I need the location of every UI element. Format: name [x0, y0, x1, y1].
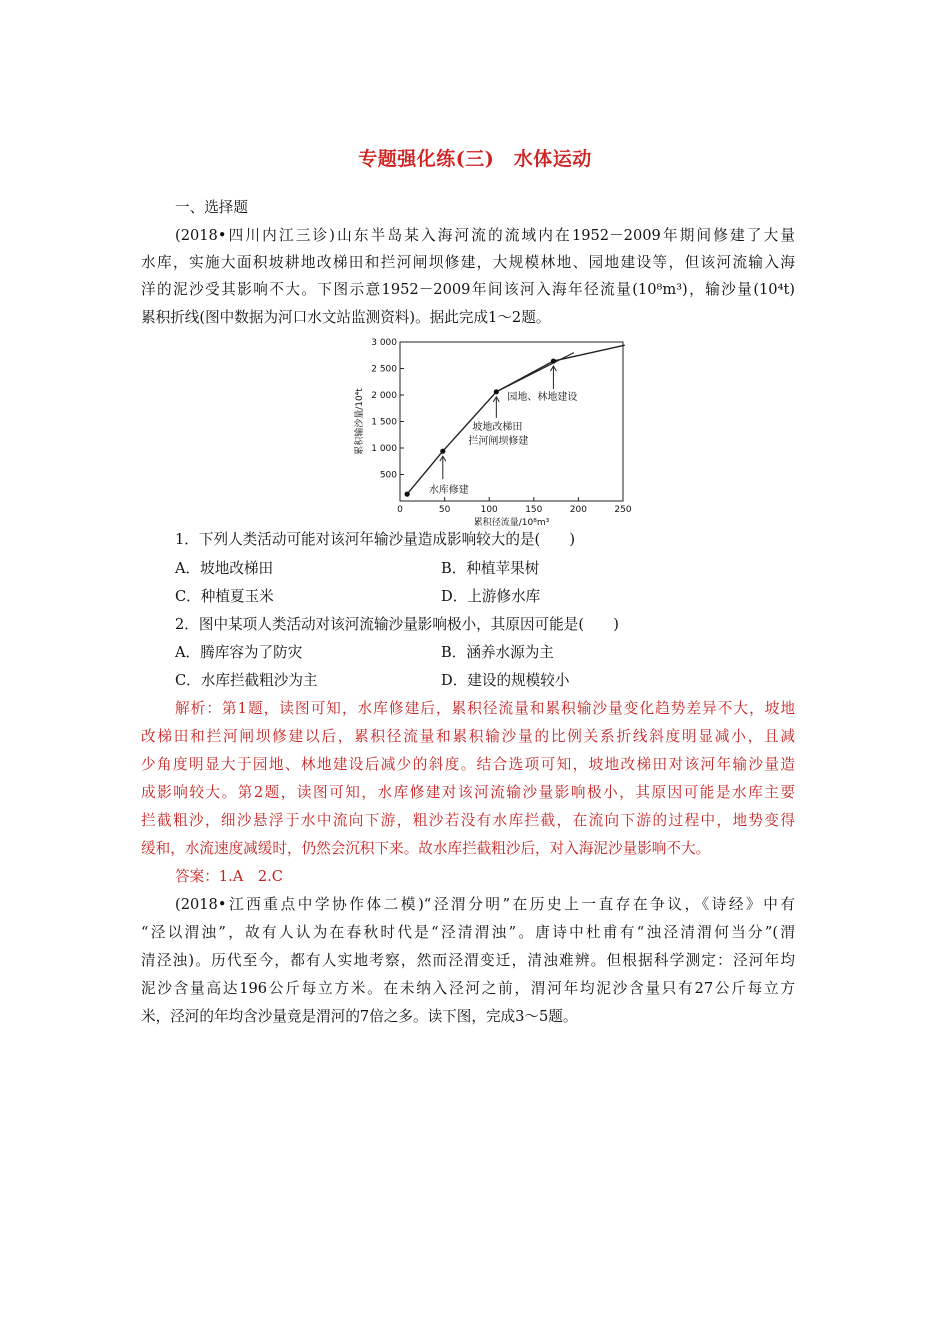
data-point [405, 492, 410, 497]
q1-option-c: C．种植夏玉米 [175, 588, 274, 605]
q2-stem: 2．图中某项人类活动对该河流输沙量影响极小，其原因可能是( ) [175, 616, 619, 633]
y-axis-label: 累积输沙量/10⁴t [355, 388, 365, 455]
q2-option-b: B．涵养水源为主 [441, 644, 554, 661]
x-axis-label: 累积径流量/10⁸m³ [473, 518, 550, 528]
intro1-line-3: 洋的泥沙受其影响不大。下图示意1952－2009年间该河入海年径流量(10⁸m³)，输沙量(10⁴t) [141, 281, 795, 298]
annotation-terrace: 坡地改梯田 [472, 421, 523, 433]
x-tick-label: 100 [480, 505, 498, 515]
q2-option-c: C．水库拦截粗沙为主 [175, 672, 318, 689]
analysis-line-2: 改梯田和拦河闸坝修建以后，累积径流量和累积输沙量的比例关系折线斜度明显减小，且减 [141, 728, 795, 745]
analysis-line-5: 拦截粗沙，细沙悬浮于水中流向下游，粗沙若没有水库拦截，在流向下游的过程中，地势变得 [141, 812, 795, 829]
q1-option-d: D．上游修水库 [441, 588, 541, 605]
y-tick-label: 1 000 [371, 444, 397, 454]
analysis-line-6: 缓和，水流速度减缓时，仍然会沉积下来。故水库拦截粗沙后，对入海泥沙量影响不大。 [141, 840, 711, 857]
intro2-line-5: 米，泾河的年均含沙量竟是渭河的7倍之多。读下图，完成3～5题。 [141, 1008, 578, 1025]
q1-stem: 1．下列人类活动可能对该河年输沙量造成影响较大的是( ) [175, 531, 576, 548]
x-tick-label: 0 [397, 505, 403, 515]
data-point [494, 389, 499, 394]
q2-option-d: D．建设的规模较小 [441, 672, 570, 689]
answer-line: 答案：1.A 2.C [175, 868, 283, 885]
cumulative-line-chart [350, 334, 650, 530]
x-tick-label: 150 [525, 505, 543, 515]
analysis-line-4: 成影响较大。第2题，读图可知，水库修建对该河流输沙量影响极小，其原因可能是水库主要 [141, 784, 795, 801]
intro2-line-3: 清泾浊)。历代至今，都有人实地考察，然而泾渭变迁，清浊难辨。但根据科学测定：泾河年均 [141, 952, 795, 969]
x-tick-label: 200 [569, 505, 587, 515]
data-point [551, 358, 556, 363]
y-tick-label: 2 000 [371, 391, 397, 401]
x-tick-label: 50 [438, 505, 451, 515]
q1-option-a: A．坡地改梯田 [175, 560, 274, 577]
annotation-reservoir: 水库修建 [428, 485, 469, 497]
analysis-line-1: 解析：第1题，读图可知，水库修建后，累积径流量和累积输沙量变化趋势差异不大，坡地 [175, 700, 795, 717]
annotation-orchard: 园地、林地建设 [507, 392, 578, 404]
x-tick-label: 250 [614, 505, 632, 515]
analysis-line-3: 少角度明显大于园地、林地建设后减少的斜度。结合选项可知，坡地改梯田对该河年输沙量造 [141, 756, 795, 773]
q2-option-a: A．腾库容为了防灾 [175, 644, 303, 661]
series-line [407, 345, 625, 497]
y-tick-label: 1 500 [371, 417, 397, 428]
y-tick-label: 500 [379, 470, 397, 481]
intro2-line-4: 泥沙含量高达196公斤每立方米。在未纳入泾河之前，渭河年均泥沙含量只有27公斤每立方 [141, 980, 795, 997]
trend-extension-line [496, 353, 574, 392]
data-point [440, 449, 445, 454]
intro1-line-1: (2018•四川内江三诊)山东半岛某入海河流的流域内在1952－2009年期间修建了大量 [175, 227, 795, 244]
page-title: 专题强化练(三) 水体运动 [358, 148, 592, 170]
intro2-line-2: “泾以渭浊”，故有人认为在春秋时代是“泾清渭浊”。唐诗中杜甫有“浊泾清渭何当分”(渭 [141, 924, 795, 941]
section-heading: 一、选择题 [175, 199, 248, 216]
intro1-line-4: 累积折线(图中数据为河口水文站监测资料)。据此完成1～2题。 [141, 309, 551, 326]
intro2-line-1: (2018•江西重点中学协作体二模)“泾渭分明”在历史上一直存在争议，《诗经》中有 [175, 896, 795, 913]
intro1-line-2: 水库，实施大面积坡耕地改梯田和拦河闸坝修建，大规模林地、园地建设等，但该河流输入海 [141, 254, 795, 271]
annotation-dam: 拦河闸坝修建 [468, 435, 529, 447]
y-tick-label: 2 500 [371, 364, 397, 375]
y-tick-label: 3 000 [371, 338, 397, 348]
q1-option-b: B．种植苹果树 [441, 560, 540, 577]
